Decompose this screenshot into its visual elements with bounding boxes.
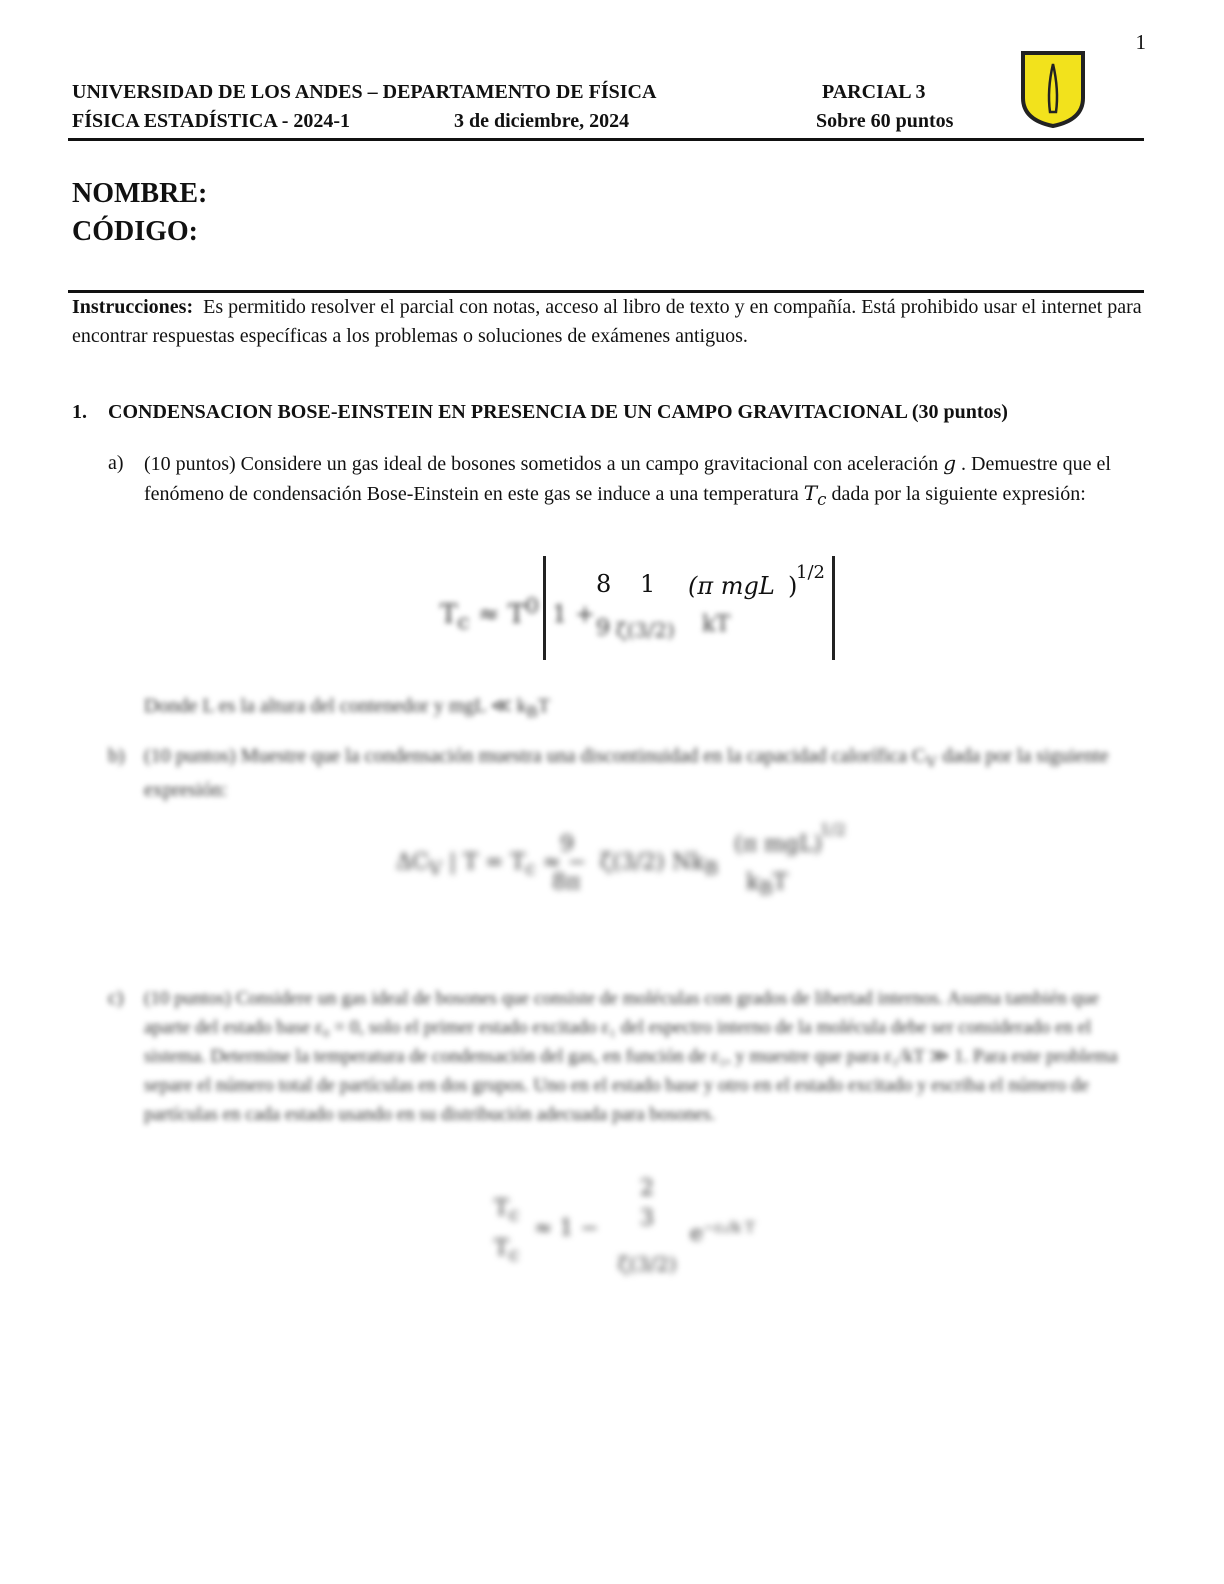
part-b-text: (10 puntos) Muestre que la condensación muestra una discontinuidad en la capacidad calorífica C <box>144 745 926 767</box>
instructions-label: Instrucciones: <box>72 296 194 318</box>
part-a-where: Donde L es la altura del contenedor y mgL ≪ $k_BT$ <box>144 695 551 721</box>
instructions <box>72 293 1144 351</box>
exam-title: PARCIAL 3 <box>822 81 926 103</box>
page-number: 1 <box>1135 30 1146 54</box>
equation-c: $T_c$ $T_c$ ≈ 1 − 2 3 ζ(3/2) $e^{-\varepsilon_1/k T}$ <box>494 1176 755 1276</box>
equation-a-frac1-den: 9 <box>596 616 610 641</box>
bracket-right <box>832 556 835 660</box>
question-title-text: CONDENSACION BOSE-EINSTEIN EN PRESENCIA DE UN CAMPO GRAVITACIONAL (30 puntos) <box>108 401 1008 423</box>
total-points: Sobre 60 puntos <box>816 110 954 132</box>
course-name: FÍSICA ESTADÍSTICA - 2024-1 <box>72 110 351 132</box>
question-number: 1. <box>72 401 87 423</box>
equation-a-frac2-num: 1 <box>640 570 656 598</box>
part-c-text: (10 puntos) Considere un gas ideal de bosones que consiste de moléculas con grados de libertad internos. Asuma también que aparte del estado base ε₀ = 0, solo el primer estado excitado ε₁ del espectro interno de la molécula debe ser considerado en el sistema. Determine la temperatura de condensación del gas, en función de ε₁, y muestre que para ε₁/kT ≫ 1. Para este problema separe el número total de partículas en dos grupos. Uno en el estado base y otro en el estado excitado y escriba el número de partículas en cada estado usando en su distribución adecuada para bosones. <box>144 988 1118 1125</box>
var-g: g <box>943 451 957 475</box>
header-rule <box>68 138 1144 141</box>
part-a-text-3: dada por la siguiente expresión: <box>831 483 1086 505</box>
equation-b: $\Delta C_V$ | $T = T_c$ ≈ − 9 8π ζ(3/2) $Nk_B$ (π mgL) $k_BT$ 1/2 <box>396 820 846 900</box>
university-header: UNIVERSIDAD DE LOS ANDES – DEPARTAMENTO DE FÍSICA <box>72 81 657 103</box>
equation-a-inner-den: kT <box>702 612 731 637</box>
equation-a-close-paren: ) <box>788 572 798 600</box>
equation-a-one-plus: 1 + <box>552 600 596 628</box>
part-c-label: c) <box>108 987 124 1009</box>
equation-a-lhs: $T_c \approx T^0$ <box>440 594 539 635</box>
part-a-text-1: (10 puntos) Considere un gas ideal de bosones sometidos a un campo gravitacional con aceleración <box>144 453 939 475</box>
part-c <box>108 984 1144 1129</box>
exam-date: 3 de diciembre, 2024 <box>454 110 630 132</box>
equation-a <box>440 556 860 668</box>
question-1-title <box>72 401 1008 424</box>
bracket-left <box>543 556 546 660</box>
name-label: NOMBRE: <box>72 178 208 209</box>
var-tc: T <box>803 481 818 505</box>
part-a-label: a) <box>108 452 124 474</box>
part-b: b) (10 puntos) Muestre que la condensación muestra una discontinuidad en la capacidad calorífica $C_V$ dada por la siguiente expresión: <box>108 742 1144 805</box>
var-tc-sub: c <box>817 490 827 509</box>
equation-a-frac1-num: 8 <box>596 570 612 598</box>
equation-a-gamma: ζ(3/2) <box>616 618 675 642</box>
university-shield-logo <box>1020 50 1086 128</box>
equation-a-exponent: 1/2 <box>796 562 825 583</box>
part-b-label: b) <box>108 745 125 767</box>
part-a-text-2: . Demuestre que el fenómeno de condensación Bose-Einstein en este gas se induce a una temperatura <box>144 453 1111 505</box>
part-a <box>108 449 1144 514</box>
part-b-text-end: dada por la siguiente expresión: <box>144 745 1109 801</box>
code-label: CÓDIGO: <box>72 216 198 247</box>
instructions-text: Es permitido resolver el parcial con notas, acceso al libro de texto y en compañía. Está prohibido usar el internet para encontrar respuestas específicas a los problemas o soluciones de exámenes antiguos. <box>72 296 1142 347</box>
equation-a-inner-num: (π mgL <box>688 572 775 600</box>
